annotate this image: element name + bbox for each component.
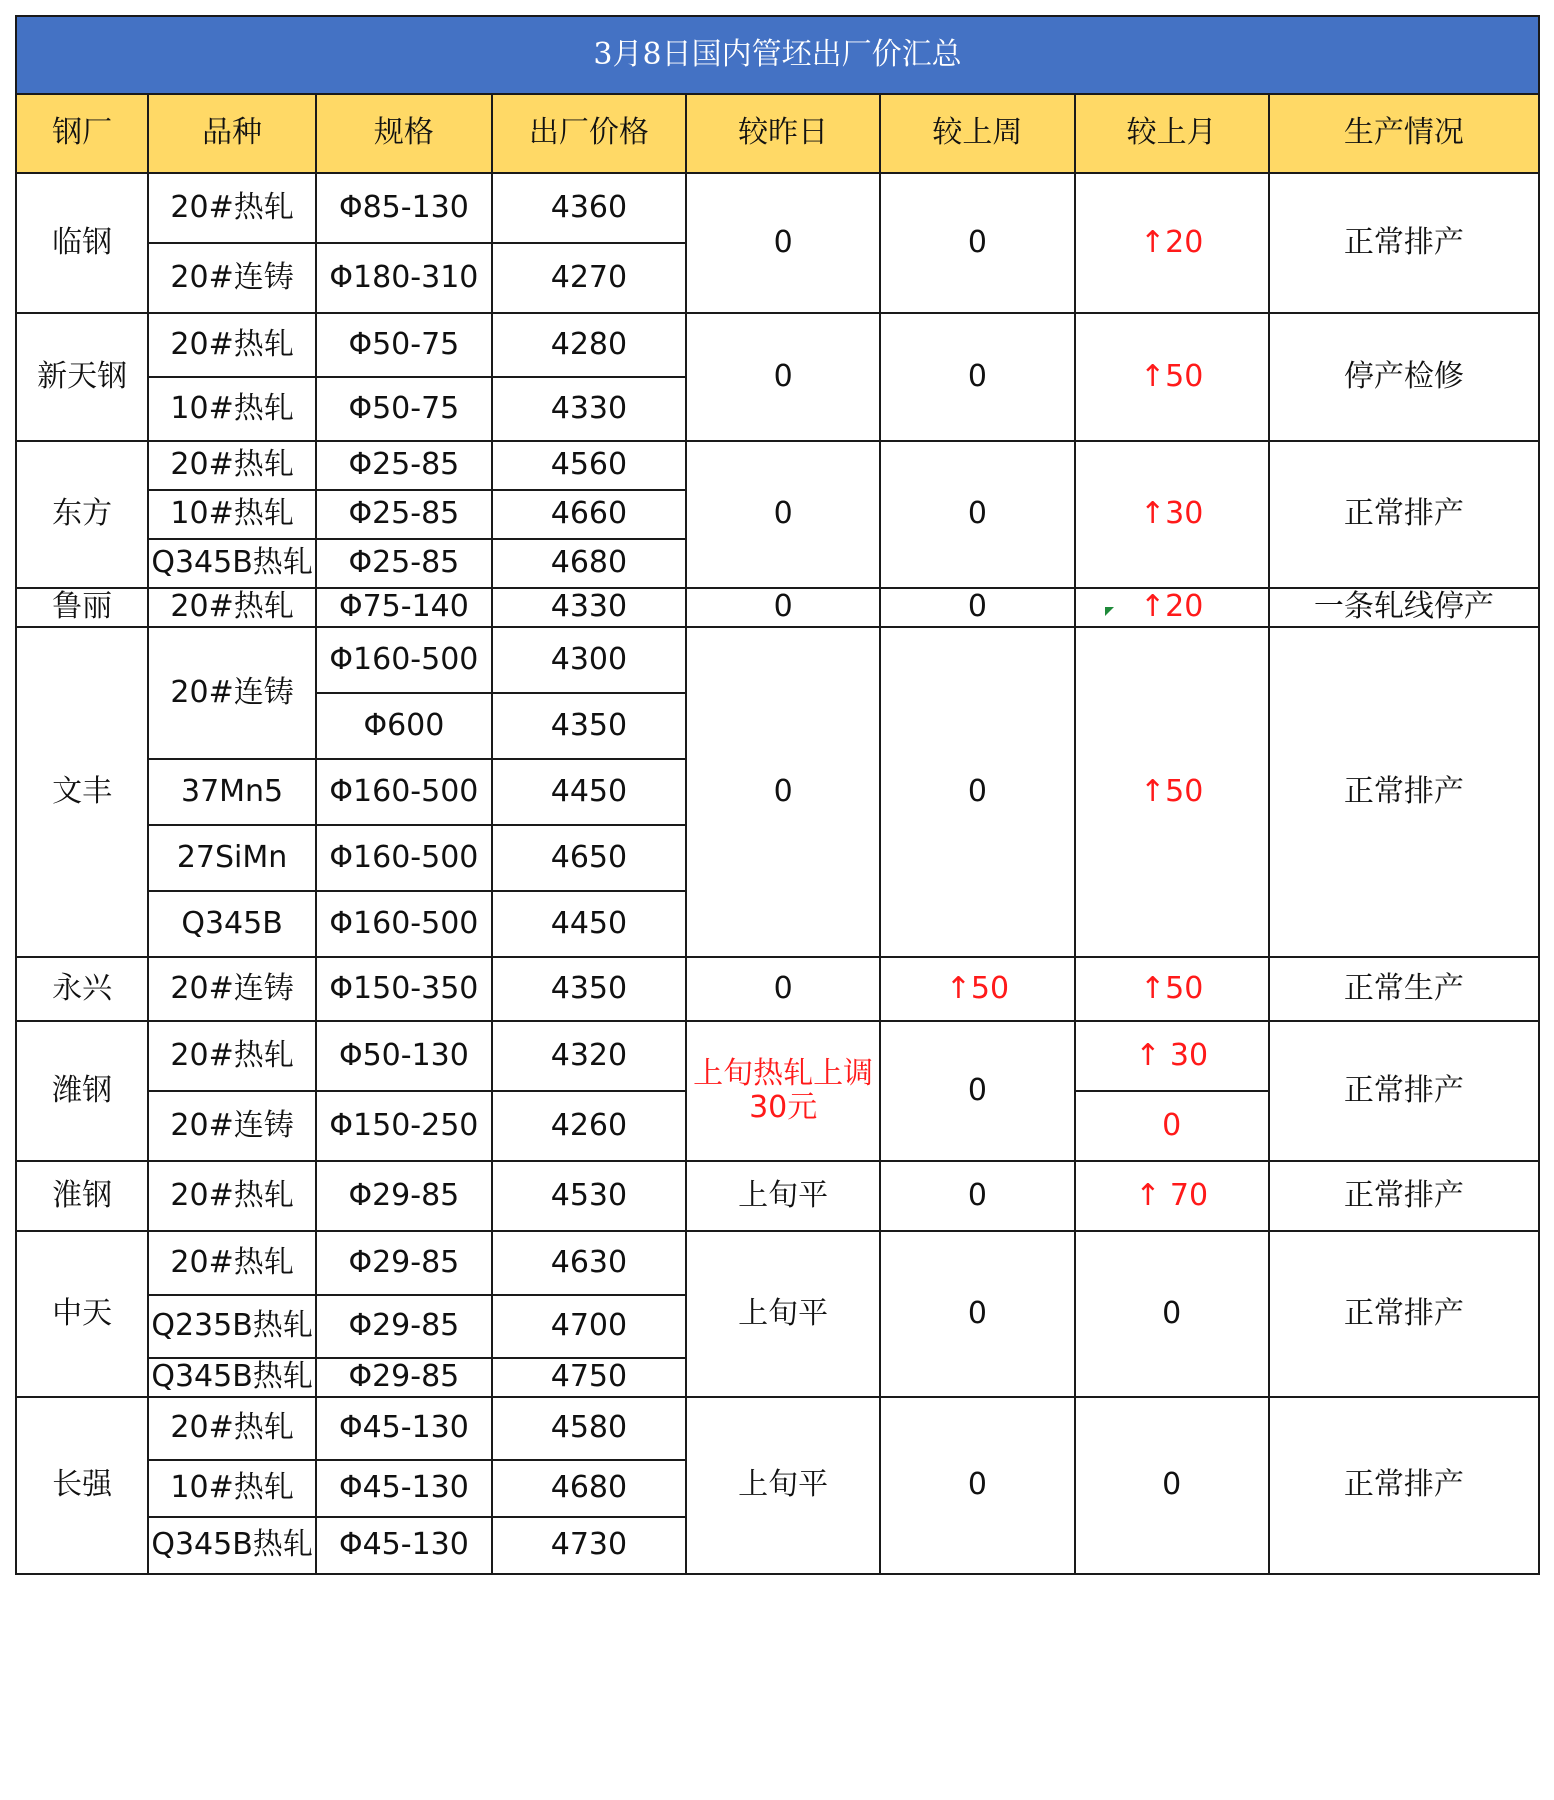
price-cell[interactable]: 4320 xyxy=(492,1021,686,1091)
spec-cell[interactable]: Φ29-85 xyxy=(316,1295,492,1358)
table-row xyxy=(16,313,1539,377)
table-row xyxy=(16,1231,1539,1295)
vs-last-month-cell[interactable]: 0 xyxy=(1075,1397,1269,1574)
comment-indicator-icon xyxy=(1105,607,1114,616)
price-cell[interactable]: 4260 xyxy=(492,1091,686,1161)
price-cell[interactable]: 4450 xyxy=(492,891,686,957)
mill-cell[interactable]: 临钢 xyxy=(16,173,148,313)
spec-cell[interactable]: Φ75-140 xyxy=(316,588,492,627)
vs-last-week-cell[interactable]: 0 xyxy=(880,1397,1074,1574)
price-cell[interactable]: 4580 xyxy=(492,1397,686,1460)
price-cell[interactable]: 4330 xyxy=(492,588,686,627)
status-cell[interactable]: 正常排产 xyxy=(1269,1397,1539,1574)
grade-cell[interactable]: 10#热轧 xyxy=(148,377,316,441)
status-cell[interactable]: 正常排产 xyxy=(1269,441,1539,588)
price-cell[interactable]: 4450 xyxy=(492,759,686,825)
grade-cell[interactable]: 20#热轧 xyxy=(148,588,316,627)
spec-cell[interactable]: Φ160-500 xyxy=(316,759,492,825)
spec-cell[interactable]: Φ25-85 xyxy=(316,490,492,539)
price-cell[interactable]: 4680 xyxy=(492,539,686,588)
price-cell[interactable]: 4330 xyxy=(492,377,686,441)
spec-cell[interactable]: Φ29-85 xyxy=(316,1231,492,1295)
grade-cell[interactable]: Q235B热轧 xyxy=(148,1295,316,1358)
spec-cell[interactable]: Φ45-130 xyxy=(316,1517,492,1574)
spec-cell[interactable]: Φ600 xyxy=(316,693,492,759)
vs-last-month-cell[interactable]: ↑ 30 xyxy=(1075,1021,1269,1091)
mill-cell[interactable]: 新天钢 xyxy=(16,313,148,441)
vs-last-week-cell[interactable]: 0 xyxy=(880,588,1074,627)
spec-cell[interactable]: Φ45-130 xyxy=(316,1460,492,1517)
table-row xyxy=(16,627,1539,693)
vs-yesterday-cell[interactable]: 上旬平 xyxy=(686,1161,880,1231)
grade-cell[interactable]: 20#热轧 xyxy=(148,1161,316,1231)
spec-cell[interactable]: Φ50-130 xyxy=(316,1021,492,1091)
vs-yesterday-cell[interactable]: 0 xyxy=(686,957,880,1021)
mill-cell[interactable]: 永兴 xyxy=(16,957,148,1021)
vs-yesterday-cell[interactable]: 0 xyxy=(686,313,880,441)
mill-cell[interactable]: 东方 xyxy=(16,441,148,588)
vs-yesterday-cell[interactable]: 上旬平 xyxy=(686,1231,880,1397)
price-cell[interactable]: 4360 xyxy=(492,173,686,243)
spec-cell[interactable]: Φ29-85 xyxy=(316,1358,492,1397)
grade-cell[interactable]: 20#连铸 xyxy=(148,243,316,313)
grade-cell[interactable]: 20#热轧 xyxy=(148,1231,316,1295)
grade-cell[interactable]: 20#热轧 xyxy=(148,1397,316,1460)
table-row xyxy=(16,441,1539,490)
col-header-price[interactable]: 出厂价格 xyxy=(492,94,686,173)
price-cell[interactable]: 4350 xyxy=(492,693,686,759)
table-row xyxy=(16,1161,1539,1231)
price-cell[interactable]: 4680 xyxy=(492,1460,686,1517)
price-cell[interactable]: 4300 xyxy=(492,627,686,693)
col-header-vs-last-week[interactable]: 较上周 xyxy=(880,94,1074,173)
vs-last-month-cell[interactable]: ↑50 xyxy=(1075,313,1269,441)
spec-cell[interactable]: Φ150-250 xyxy=(316,1091,492,1161)
status-cell[interactable]: 正常排产 xyxy=(1269,1231,1539,1397)
vs-yesterday-cell[interactable] xyxy=(686,1021,880,1161)
mill-cell[interactable]: 鲁丽 xyxy=(16,588,148,627)
status-cell[interactable]: 正常生产 xyxy=(1269,957,1539,1021)
spec-cell[interactable]: Φ180-310 xyxy=(316,243,492,313)
price-cell[interactable]: 4730 xyxy=(492,1517,686,1574)
vs-yesterday-cell[interactable]: 0 xyxy=(686,173,880,313)
vs-last-month-cell[interactable]: ↑20 xyxy=(1075,588,1269,627)
col-header-mill[interactable]: 钢厂 xyxy=(16,94,148,173)
grade-cell[interactable]: 20#连铸 xyxy=(148,627,316,759)
spec-cell[interactable]: Φ85-130 xyxy=(316,173,492,243)
vs-yesterday-cell[interactable]: 0 xyxy=(686,588,880,627)
mill-cell[interactable]: 中天 xyxy=(16,1231,148,1397)
price-cell[interactable]: 4560 xyxy=(492,441,686,490)
vs-last-week-cell[interactable]: 0 xyxy=(880,1231,1074,1397)
table-row xyxy=(16,1397,1539,1460)
col-header-status[interactable]: 生产情况 xyxy=(1269,94,1539,173)
col-header-vs-yesterday[interactable]: 较昨日 xyxy=(686,94,880,173)
vs-last-week-cell[interactable]: 0 xyxy=(880,1161,1074,1231)
spec-cell[interactable]: Φ25-85 xyxy=(316,441,492,490)
vs-yesterday-note-line2: 30元 xyxy=(749,1090,818,1125)
vs-yesterday-note-line1: 上旬热轧上调 xyxy=(693,1055,874,1091)
grade-cell[interactable]: Q345B热轧 xyxy=(148,1358,316,1397)
spec-cell[interactable]: Φ150-350 xyxy=(316,957,492,1021)
grade-cell[interactable]: Q345B热轧 xyxy=(148,1517,316,1574)
price-cell[interactable]: 4750 xyxy=(492,1358,686,1397)
spec-cell[interactable]: Φ160-500 xyxy=(316,627,492,693)
price-cell[interactable]: 4700 xyxy=(492,1295,686,1358)
spec-cell[interactable]: Φ50-75 xyxy=(316,377,492,441)
grade-cell[interactable]: 27SiMn xyxy=(148,825,316,891)
price-cell[interactable]: 4350 xyxy=(492,957,686,1021)
price-cell[interactable]: 4630 xyxy=(492,1231,686,1295)
vs-last-month-cell[interactable]: ↑50 xyxy=(1075,627,1269,957)
table-row xyxy=(16,588,1539,627)
vs-yesterday-cell[interactable]: 上旬平 xyxy=(686,1397,880,1574)
table-title[interactable]: 3月8日国内管坯出厂价汇总 xyxy=(16,16,1539,94)
vs-last-week-cell[interactable]: 0 xyxy=(880,173,1074,313)
grade-cell[interactable]: Q345B热轧 xyxy=(148,539,316,588)
grade-cell[interactable]: 20#热轧 xyxy=(148,173,316,243)
vs-last-week-cell[interactable]: 0 xyxy=(880,627,1074,957)
vs-last-month-cell[interactable]: ↑50 xyxy=(1075,957,1269,1021)
status-cell[interactable]: 正常排产 xyxy=(1269,627,1539,957)
spec-cell[interactable]: Φ50-75 xyxy=(316,313,492,377)
vs-last-month-cell[interactable]: 0 xyxy=(1075,1091,1269,1161)
grade-cell[interactable]: 20#连铸 xyxy=(148,1091,316,1161)
status-cell[interactable]: 正常排产 xyxy=(1269,1021,1539,1161)
table-row xyxy=(16,1021,1539,1091)
mill-cell[interactable]: 长强 xyxy=(16,1397,148,1574)
vs-last-month-cell[interactable]: ↑30 xyxy=(1075,441,1269,588)
vs-last-week-cell[interactable]: 0 xyxy=(880,313,1074,441)
grade-cell[interactable]: 20#热轧 xyxy=(148,1021,316,1091)
price-cell[interactable]: 4660 xyxy=(492,490,686,539)
mill-cell[interactable]: 文丰 xyxy=(16,627,148,957)
vs-last-week-cell[interactable]: 0 xyxy=(880,441,1074,588)
spec-cell[interactable]: Φ25-85 xyxy=(316,539,492,588)
spec-cell[interactable]: Φ29-85 xyxy=(316,1161,492,1231)
status-cell[interactable]: 一条轧线停产 xyxy=(1269,588,1539,627)
vs-last-week-cell[interactable]: 0 xyxy=(880,1021,1074,1161)
price-cell[interactable]: 4530 xyxy=(492,1161,686,1231)
price-cell[interactable]: 4650 xyxy=(492,825,686,891)
table-row xyxy=(16,957,1539,1021)
grade-cell[interactable]: 20#热轧 xyxy=(148,313,316,377)
vs-yesterday-cell[interactable]: 0 xyxy=(686,441,880,588)
status-cell[interactable]: 正常排产 xyxy=(1269,173,1539,313)
status-cell[interactable]: 正常排产 xyxy=(1269,1161,1539,1231)
status-cell[interactable]: 停产检修 xyxy=(1269,313,1539,441)
spec-cell[interactable]: Φ45-130 xyxy=(316,1397,492,1460)
grade-cell[interactable]: 20#连铸 xyxy=(148,957,316,1021)
grade-cell[interactable]: 37Mn5 xyxy=(148,759,316,825)
price-summary-table xyxy=(15,15,1540,1575)
grade-cell[interactable]: Q345B xyxy=(148,891,316,957)
vs-yesterday-cell[interactable]: 0 xyxy=(686,627,880,957)
spec-cell[interactable]: Φ160-500 xyxy=(316,891,492,957)
grade-cell[interactable]: 20#热轧 xyxy=(148,441,316,490)
mill-cell[interactable]: 潍钢 xyxy=(16,1021,148,1161)
grade-cell[interactable]: 10#热轧 xyxy=(148,1460,316,1517)
col-header-grade[interactable]: 品种 xyxy=(148,94,316,173)
vs-last-month-cell[interactable]: ↑ 70 xyxy=(1075,1161,1269,1231)
grade-cell[interactable]: 10#热轧 xyxy=(148,490,316,539)
col-header-spec[interactable]: 规格 xyxy=(316,94,492,173)
table-row xyxy=(16,173,1539,243)
col-header-vs-last-month[interactable]: 较上月 xyxy=(1075,94,1269,173)
header-row xyxy=(16,94,1539,173)
spec-cell[interactable]: Φ160-500 xyxy=(316,825,492,891)
mill-cell[interactable]: 淮钢 xyxy=(16,1161,148,1231)
vs-last-month-cell[interactable]: 0 xyxy=(1075,1231,1269,1397)
price-cell[interactable]: 4280 xyxy=(492,313,686,377)
price-cell[interactable]: 4270 xyxy=(492,243,686,313)
vs-last-month-cell[interactable]: ↑20 xyxy=(1075,173,1269,313)
vs-last-week-cell[interactable]: ↑50 xyxy=(880,957,1074,1021)
